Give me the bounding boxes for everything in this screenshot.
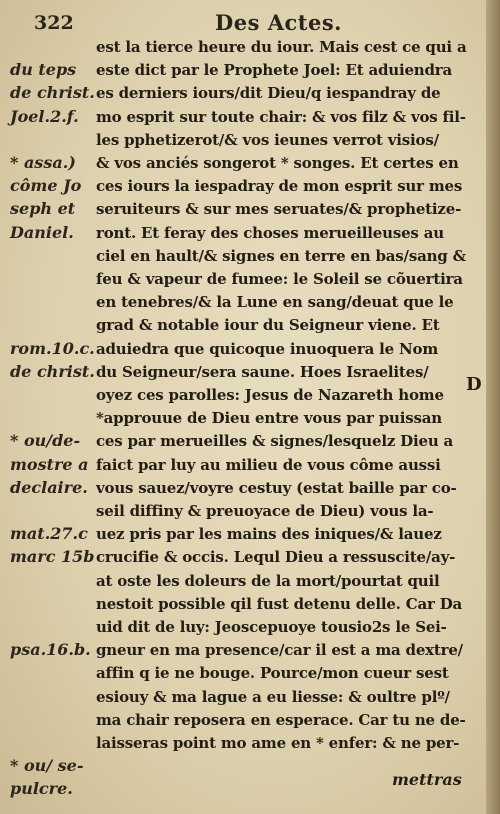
page-number: 322: [34, 12, 74, 34]
margin-note: Joel.2.f.: [10, 106, 79, 126]
margin-note: mat.27.c: [10, 524, 88, 544]
text-line: nestoit possible qil fust detenu delle. Car Da: [96, 594, 463, 613]
text-line: les pphetizerot/& vos ieunes verrot visios/: [96, 130, 439, 149]
text-line: aduiedra que quicoque inuoquera le Nom: [96, 339, 438, 358]
margin-note: côme Jo: [10, 176, 82, 196]
book-gutter: [486, 0, 500, 814]
text-line: grad & notable iour du Seigneur viene. Et: [96, 316, 440, 335]
text-line: at oste les doleurs de la mort/pourtat quil: [96, 571, 440, 590]
text-line: es derniers iours/dit Dieu/q iespandray de: [96, 84, 441, 103]
text-line: mo esprit sur toute chair: & vos filz & vos fil-: [96, 107, 466, 126]
margin-note: * assa.): [10, 153, 76, 172]
margin-note: du teps: [10, 60, 77, 80]
text-line: *approuue de Dieu entre vous par puissan: [96, 409, 442, 428]
margin-note: seph et: [10, 199, 76, 219]
page-header: [0, 10, 480, 38]
text-line: ma chair reposera en esperace. Car tu ne de-: [96, 710, 466, 729]
text-line: vous sauez/voyre cestuy (estat baille par co-: [96, 478, 457, 497]
text-line: esiouy & ma lague a eu liesse: & oultre plº/: [96, 687, 450, 706]
text-line: ciel en hault/& signes en terre en bas/sang &: [96, 246, 466, 265]
text-line: ces par merueilles & signes/lesquelz Dieu a: [96, 432, 454, 451]
text-line: ront. Et feray des choses merueilleuses au: [96, 223, 444, 242]
catchword: mettras: [392, 770, 462, 789]
margin-note: de christ.: [10, 361, 95, 381]
text-line: affin q ie ne bouge. Pource/mon cueur sest: [96, 664, 449, 683]
text-line: seruiteurs & sur mes seruates/& prophetize-: [96, 200, 462, 219]
margin-note: mostre a: [10, 454, 89, 474]
text-line: du Seigneur/sera saune. Hoes Israelites/: [96, 362, 429, 381]
body-text: [96, 36, 470, 796]
margin-note: psa.16.b.: [10, 640, 91, 660]
margin-note: pulcre.: [10, 779, 73, 799]
text-line: oyez ces parolles: Jesus de Nazareth home: [96, 386, 444, 404]
margin-note: * ou/ se-: [10, 756, 84, 776]
text-line: en tenebres/& la Lune en sang/deuat que le: [96, 293, 454, 312]
text-line: uez pris par les mains des iniques/& lauez: [96, 525, 442, 544]
text-line: este dict par le Prophete Joel: Et aduiendra: [96, 61, 453, 80]
margin-note: rom.10.c.: [10, 338, 95, 358]
margin-notes: [0, 36, 95, 799]
text-line: uid dit de luy: Jeoscepuoye tousio2s le Sei-: [96, 618, 447, 636]
margin-note: marc 15b: [10, 547, 95, 567]
text-line: gneur en ma presence/car il est a ma dextre/: [96, 641, 463, 660]
text-line: ces iours la iespadray de mon esprit sur mes: [96, 177, 463, 196]
text-line: feu & vapeur de fumee: le Soleil se cõuertira: [96, 270, 463, 288]
margin-note: Daniel.: [10, 222, 74, 242]
margin-note: * ou/de-: [10, 431, 81, 451]
text-line: faict par luy au milieu de vous côme aussi: [96, 455, 441, 474]
text-line: laisseras point mo ame en * enfer: & ne per-: [96, 734, 460, 752]
text-line: seil diffiny & preuoyace de Dieu) vous la-: [96, 502, 434, 520]
text-line: est la tierce heure du iour. Mais cest ce qui a: [96, 38, 467, 56]
running-title: Des Actes.: [215, 10, 342, 35]
margin-note: de christ.: [10, 83, 95, 103]
text-line: crucifie & occis. Lequl Dieu a ressuscite/ay-: [96, 548, 456, 567]
text-line: & vos anciés songerot * songes. Et certes en: [96, 154, 459, 172]
signature-mark: D: [466, 374, 482, 395]
margin-note: declaire.: [10, 477, 88, 497]
